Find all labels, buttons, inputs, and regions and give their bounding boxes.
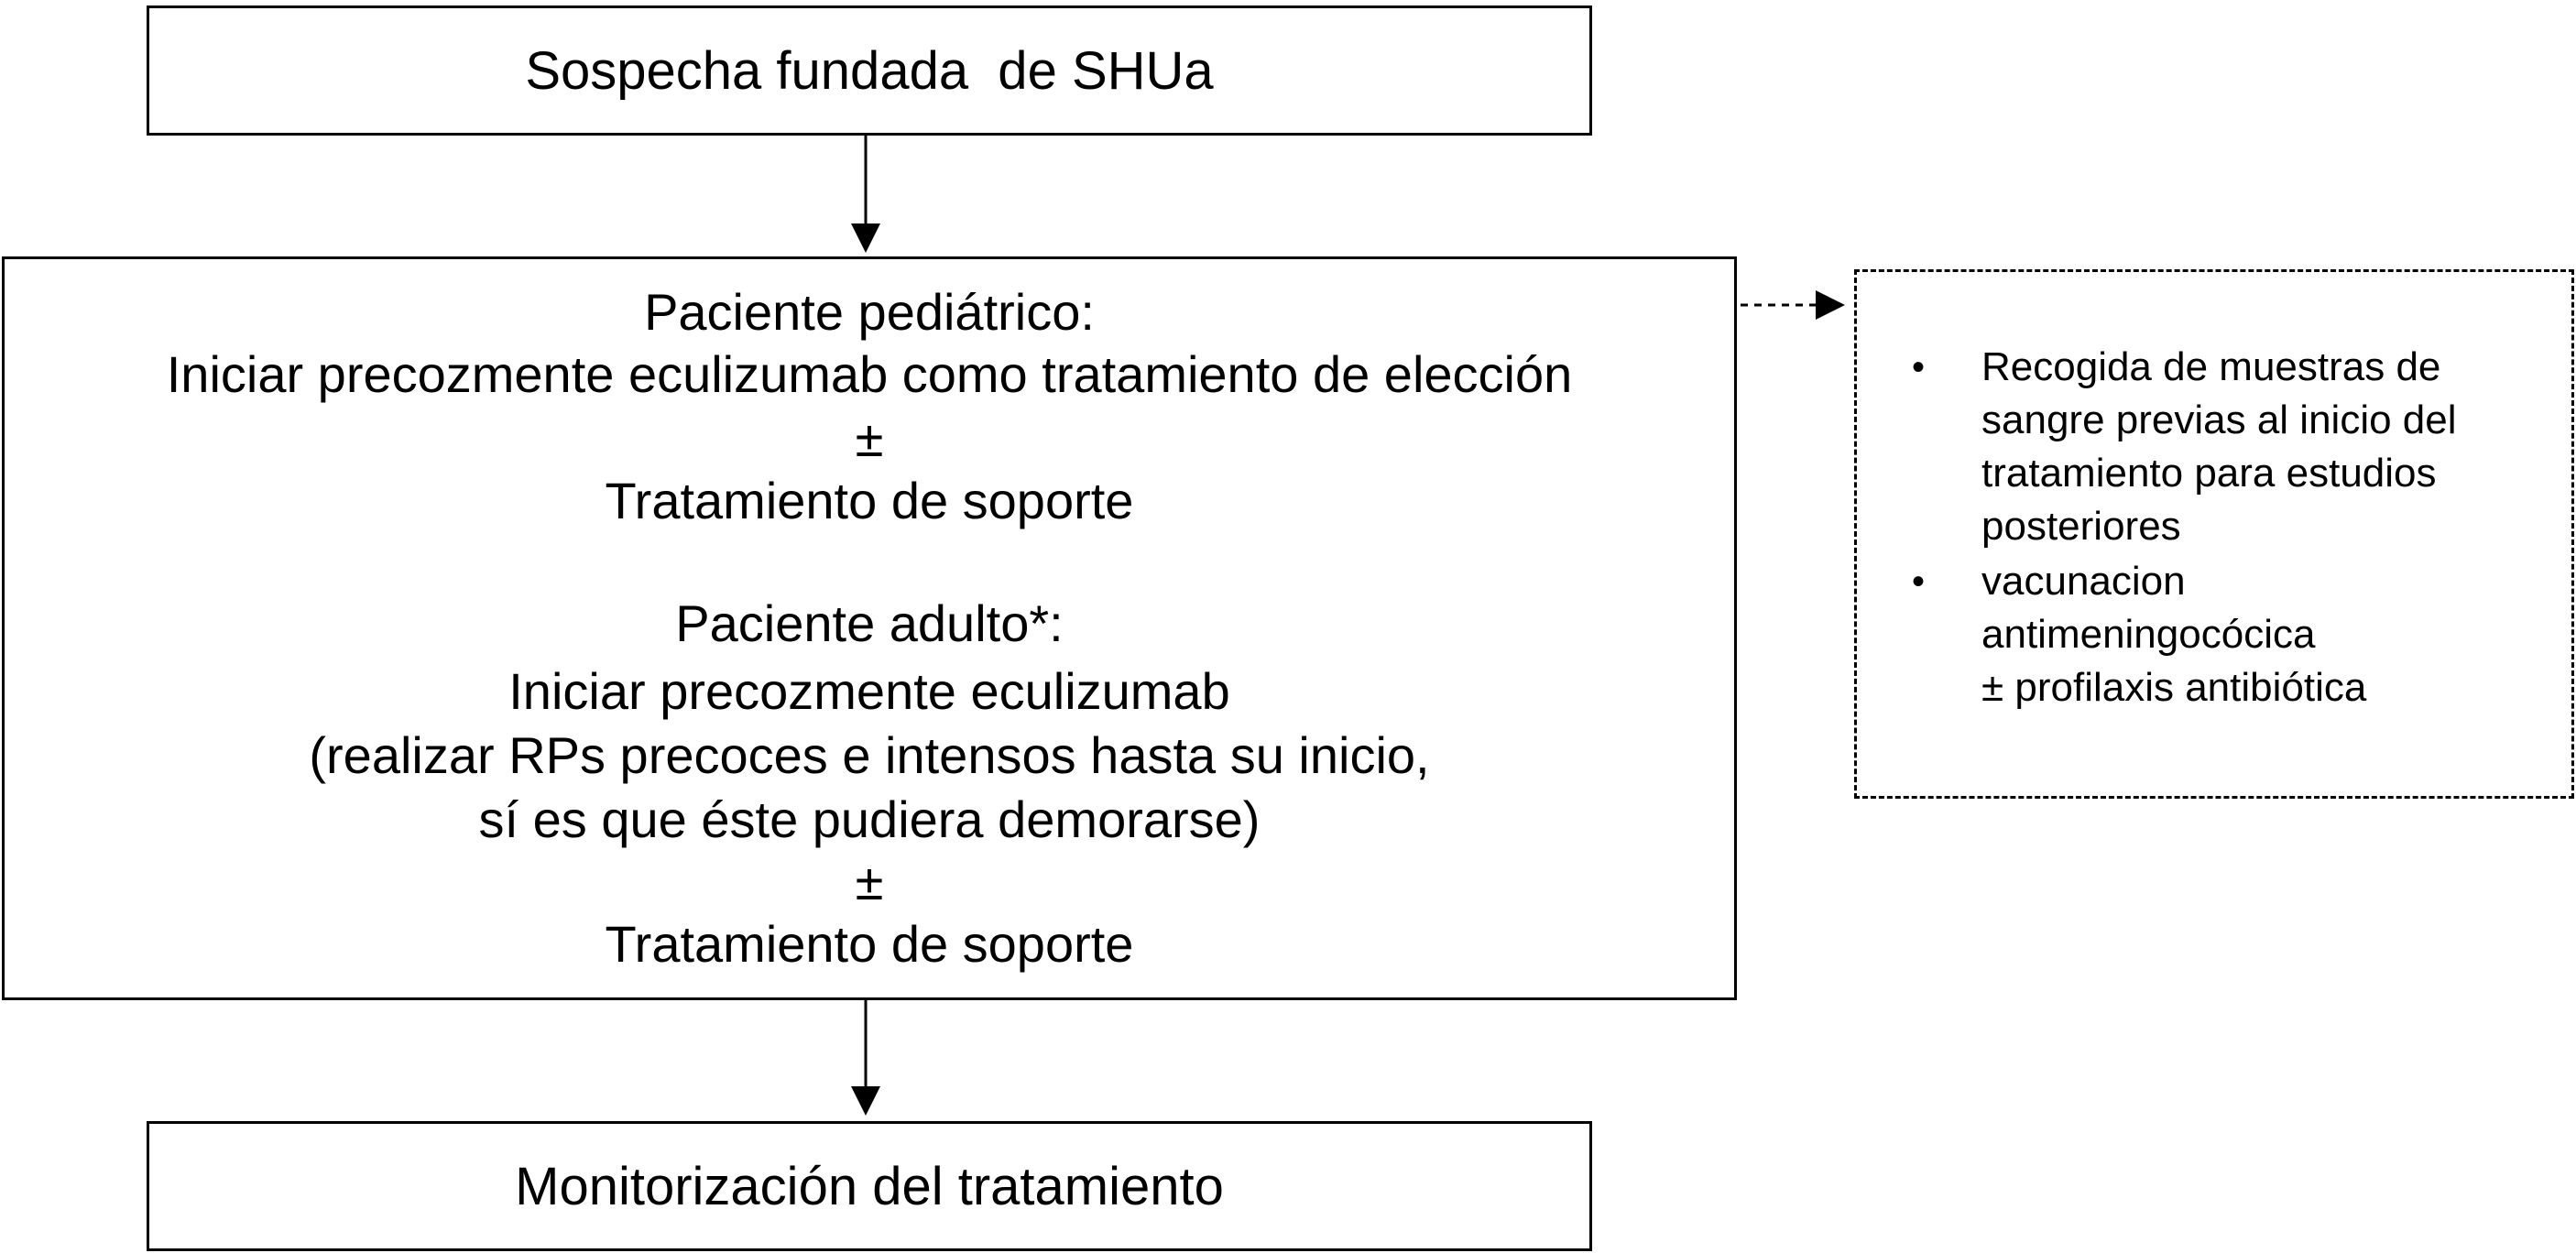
adult-line-2: (realizar RPs precoces e intensos hasta su inicio, <box>309 726 1430 784</box>
side-item-2-line-1: vacunacion <box>1981 559 2186 604</box>
side-item-1-line-4: posteriores <box>1981 504 2181 549</box>
pediatric-plus-minus: ± <box>855 409 884 467</box>
side-item-1-line-3: tratamiento para estudios <box>1981 451 2437 496</box>
arrow-middle-to-bottom-head <box>851 1086 880 1116</box>
flow-box-suspicion-text: Sospecha fundada de SHUa <box>525 40 1214 101</box>
bullet-marker: • <box>1912 347 1926 387</box>
flow-box-suspicion <box>147 5 1592 136</box>
adult-line-4: Tratamiento de soporte <box>605 915 1134 973</box>
adult-heading: Paciente adulto*: <box>675 594 1064 652</box>
adult-line-1: Iniciar precozmente eculizumab <box>508 662 1230 720</box>
side-item-2-line-2: antimeningocócica <box>1981 612 2316 657</box>
adult-plus-minus: ± <box>855 853 884 910</box>
pediatric-heading: Paciente pediátrico: <box>644 283 1095 341</box>
bullet-marker: • <box>1912 561 1926 602</box>
flow-box-monitoring <box>147 1121 1592 1251</box>
pediatric-line-2: Tratamiento de soporte <box>605 472 1134 529</box>
side-item-2-line-3: ± profilaxis antibiótica <box>1981 665 2367 710</box>
arrow-top-to-middle-head <box>851 223 880 253</box>
side-item-1-line-2: sangre previas al inicio del <box>1981 398 2457 442</box>
flow-box-treatment <box>2 256 1737 1000</box>
arrow-middle-to-side-head <box>1816 290 1845 320</box>
side-note-box <box>1854 269 2574 799</box>
adult-line-3: sí es que éste pudiera demorarse) <box>478 790 1261 848</box>
side-item-1-line-1: Recogida de muestras de <box>1981 344 2441 389</box>
flow-box-monitoring-text: Monitorización del tratamiento <box>515 1156 1224 1216</box>
pediatric-line-1: Iniciar precozmente eculizumab como tratamiento de elección <box>166 345 1573 403</box>
